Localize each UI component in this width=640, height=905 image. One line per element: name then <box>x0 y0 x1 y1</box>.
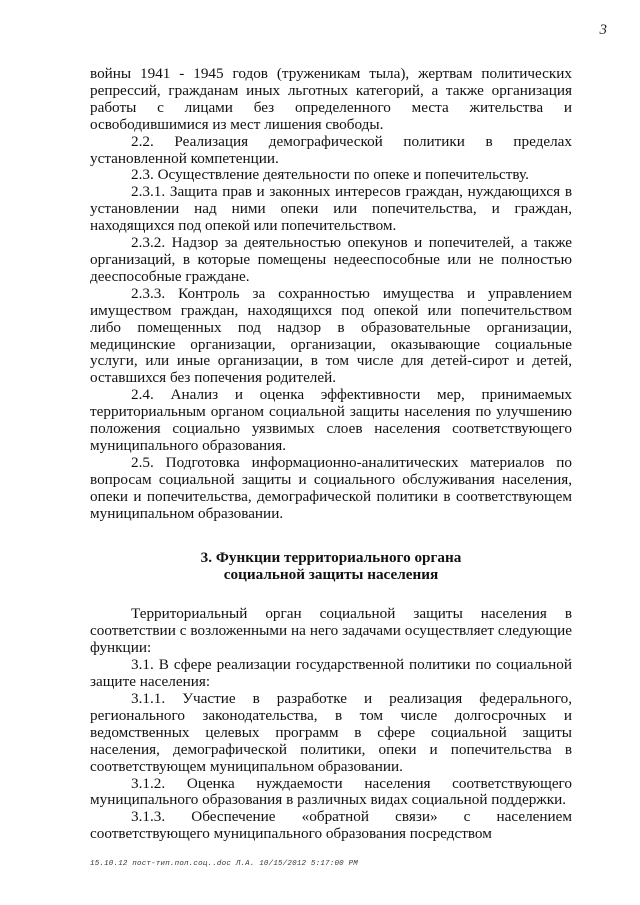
page-number: 3 <box>599 22 607 38</box>
section-heading-line-2: социальной защиты населения <box>223 566 439 584</box>
paragraph: 3.1. В сфере реализации государственной политики по социальной защите населения: <box>90 656 572 691</box>
paragraph: 3.1.2. Оценка нуждаемости населения соответствующего муниципального образования в различных видах социальной поддержки. <box>90 774 572 809</box>
document-body <box>90 66 572 843</box>
section-heading <box>90 549 572 583</box>
section-heading-line-1: 3. Функции территориального органа <box>200 549 462 567</box>
paragraph: Территориальный орган социальной защиты населения в соответствии с возложенными на него задачами осуществляет следующие функции: <box>90 605 572 657</box>
paragraph: 2.3. Осуществление деятельности по опеке и попечительству. <box>131 166 529 184</box>
document-footer: 15.10.12 пост-тип.пол.соц..doc Л.А. 10/15/2012 5:17:00 PM <box>90 860 358 868</box>
paragraph: 2.3.1. Защита прав и законных интересов граждан, нуждающихся в установлении над ними опеки или попечительства, и граждан, находящихся под опекой или попечительством. <box>90 183 572 235</box>
paragraph: 3.1.1. Участие в разработке и реализация федерального, регионального законодательства, в том числе долгосрочных и ведомственных целевых программ в сфере социальной защиты населения, демографической политики, опеки и попечительства в соответствующем муниципальном образовании. <box>90 690 572 775</box>
paragraph: 3.1.3. Обеспечение «обратной связи» с населением соответствующего муниципального образования посредством <box>90 808 572 843</box>
paragraph: войны 1941 - 1945 годов (труженикам тыла), жертвам политических репрессий, гражданам иных льготных категорий, а также организация работы с лицами без определенного места жительства и освободившимися из мест лишения свободы. <box>90 65 572 133</box>
paragraph: 2.2. Реализация демографической политики в пределах установленной компетенции. <box>90 132 572 167</box>
paragraph: 2.3.3. Контроль за сохранностью имущества и управлением имуществом граждан, находящихся под опекой или попечительством либо помещенных под надзор в образовательные организации, медицинские организации, организации, оказывающие социальные услуги, или иные организации, в том числе для детей-сирот и детей, оставшихся без попечения родителей. <box>90 284 572 387</box>
paragraph: 2.4. Анализ и оценка эффективности мер, принимаемых территориальным органом социальной защиты населения по улучшению положения социально уязвимых слоев населения соответствующего муниципального образования. <box>90 386 572 454</box>
paragraph: 2.3.2. Надзор за деятельностью опекунов и попечителей, а также организаций, в которые помещены недееспособные или не полностью дееспособные граждане. <box>90 234 572 285</box>
paragraph: 2.5. Подготовка информационно-аналитических материалов по вопросам социальной защиты и социального обслуживания населения, опеки и попечительства, демографической политики в соответствующем муниципальном образовании. <box>90 453 572 522</box>
